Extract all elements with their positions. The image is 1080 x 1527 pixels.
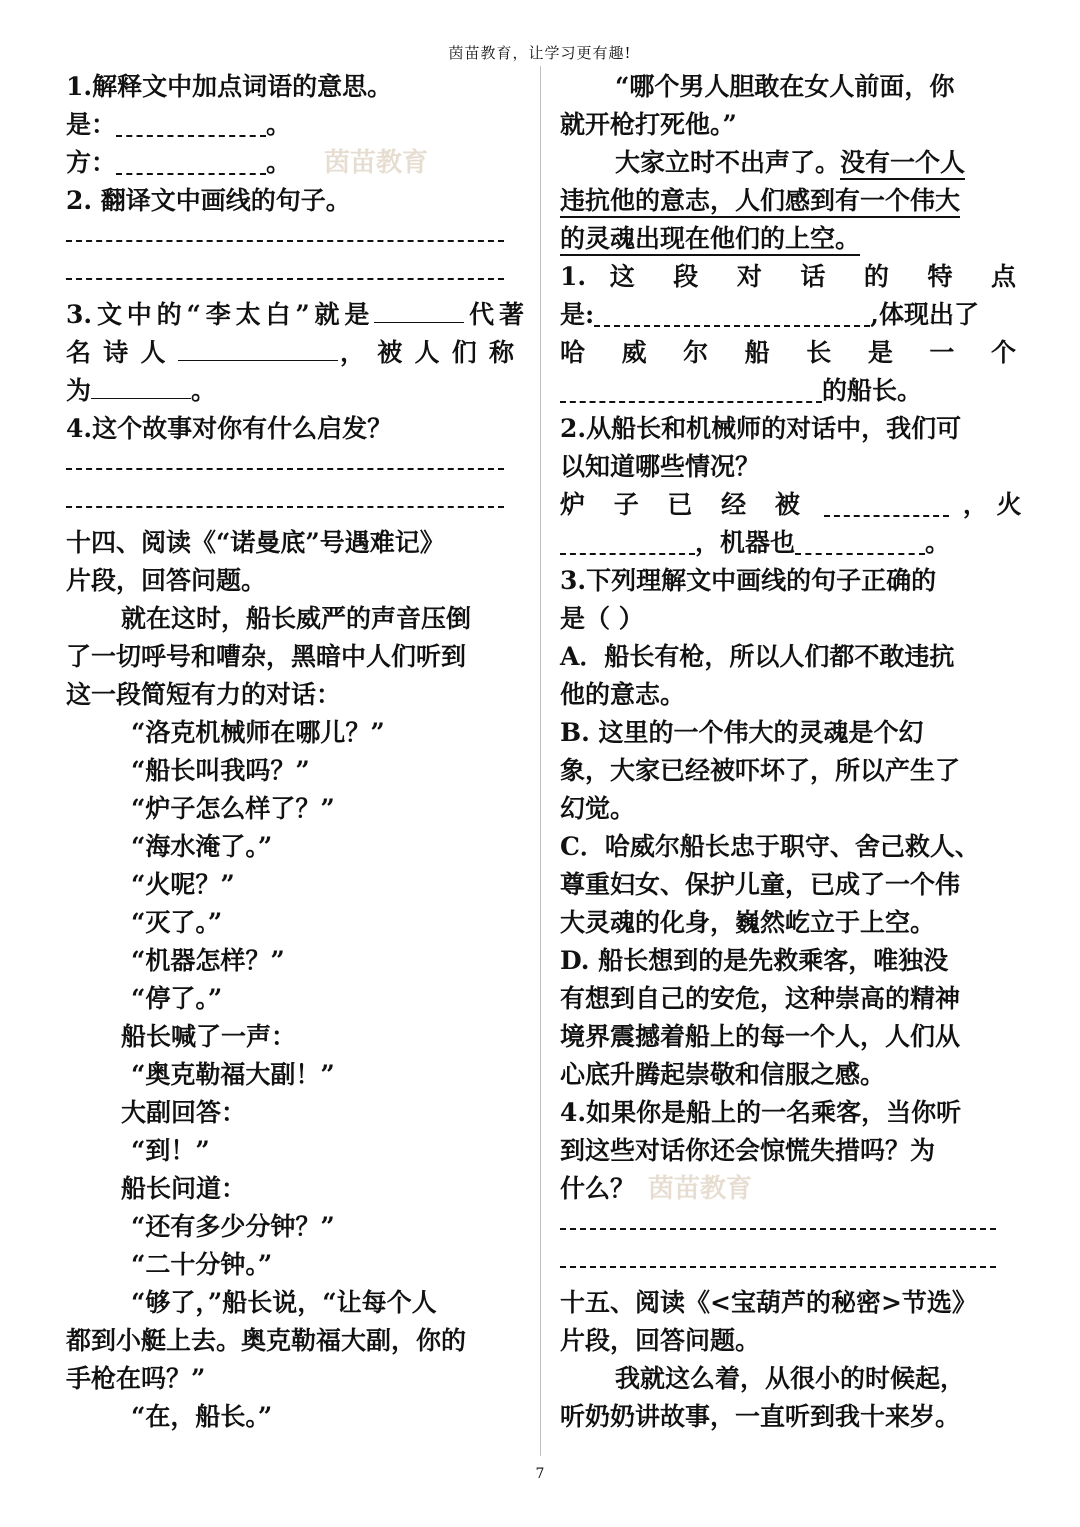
question-1-item-b: 方： 。 茵苗教育 [66,144,524,182]
question-3: 3.下列理解文中画线的句子正确的 [560,566,937,595]
passage-line: “哪个男人胆敢在女人前面，你 [615,72,955,101]
blank[interactable] [374,296,464,323]
dialogue-line: “还有多少分钟？” [131,1212,335,1241]
option-c-cont: 尊重妇女、保护儿童，已成了一个伟 [560,870,961,899]
watermark: 茵苗教育 [648,1174,753,1204]
answer-line[interactable] [66,258,524,296]
passage-line: 了一切呼号和嘈杂，黑暗中人们听到 [66,642,467,671]
question-1-line-4: 的船长。 [560,372,1016,410]
passage-line: 我就这么着，从很小的时候起， [615,1364,966,1393]
column-divider [540,66,541,1456]
answer-line[interactable] [66,486,524,524]
narration-line: 船长问道： [121,1174,247,1203]
dialogue-line: “到！” [131,1136,210,1165]
section-14-title: 十四、阅读《“诺曼底”号遇难记》 [66,528,445,557]
answer-line[interactable] [66,220,524,258]
dialogue-line: “在，船长。” [131,1402,273,1431]
dialogue-line: “火呢？” [131,870,235,899]
underlined-sentence: 的灵魂出现在他们的上空。 [560,220,1016,258]
passage-line: “够了，”船长说，“让每个人 [131,1288,437,1317]
question-3-line-2: 是（ ） [560,604,644,633]
question-3-line-1: 3.文中的“李太白”就是 代著 [66,296,524,334]
question-4-line-3: 什么？ 茵苗教育 [560,1170,1016,1208]
dialogue-line: “灭了。” [131,908,223,937]
question-1: 1. 这 段 对 话 的 特 点 [560,262,1016,291]
watermark: 茵苗教育 [324,148,429,178]
blank[interactable] [178,334,338,361]
question-1-item-a: 是： 。 [66,110,292,139]
dialogue-line: “机器怎样？” [131,946,285,975]
passage-line: 就开枪打死他。” [560,110,737,139]
left-column [66,68,524,1436]
option-b: B. 这里的一个伟大的灵魂是个幻 [560,718,924,747]
section-15-subtitle: 片段，回答问题。 [560,1326,761,1355]
passage-line: 就在这时，船长威严的声音压倒 [121,604,472,633]
question-2: 2. 翻译文中画线的句子。 [66,186,351,215]
passage-line: 都到小艇上去。奥克勒福大副，你的 [66,1326,467,1355]
dialogue-line: “炉子怎么样了？” [131,794,335,823]
passage-line: 这一段简短有力的对话： [66,680,342,709]
option-c-cont: 大灵魂的化身，巍然屹立于上空。 [560,908,936,937]
passage-line: 手枪在吗？” [66,1364,206,1393]
question-4: 4.如果你是船上的一名乘客，当你听 [560,1098,962,1127]
option-d-cont: 有想到自己的安危，这种崇高的精神 [560,984,961,1013]
answer-line[interactable] [560,1246,1016,1284]
option-c: C．哈威尔船长忠于职守、舍己救人、 [560,832,980,861]
passage-line: 大家立时不出声了。没有一个人 [560,144,1016,182]
answer-line[interactable] [560,1208,1016,1246]
question-1-line-2: 是: ,体现出了 [560,300,979,329]
dialogue-line: “海水淹了。” [131,832,273,861]
page-header: 茵苗教育，让学习更有趣! [448,44,632,62]
section-15-title: 十五、阅读《<宝葫芦的秘密>节选》 [560,1288,977,1317]
narration-line: 大副回答： [121,1098,247,1127]
blank[interactable] [91,372,191,399]
question-3-line-2: 名诗人 ，被人们称 [66,334,524,372]
passage-line: 听奶奶讲故事，一直听到我十来岁。 [560,1402,961,1431]
dialogue-line: “洛克机械师在哪儿？” [131,718,385,747]
underlined-sentence: 违抗他的意志，人们感到有一个伟大 [560,182,1016,220]
option-b-cont: 象，大家已经被吓坏了，所以产生了 [560,756,961,785]
right-column [560,68,1022,1436]
option-b-cont: 幻觉。 [560,794,636,823]
question-1: 1.解释文中加点词语的意思。 [66,72,393,101]
question-2: 2.从船长和机械师的对话中，我们可 [560,414,962,443]
option-d-cont: 境界震撼着船上的每一个人，人们从 [560,1022,961,1051]
section-14-subtitle: 片段，回答问题。 [66,566,267,595]
option-d-cont: 心底升腾起崇敬和信服之感。 [560,1060,886,1089]
page-number: 7 [535,1466,545,1482]
dialogue-line: “奥克勒福大副！” [131,1060,335,1089]
dialogue-line: “停了。” [131,984,223,1013]
question-2-line-2: 以知道哪些情况？ [560,452,761,481]
question-2-line-4: ，机器也 。 [560,524,1016,562]
option-a: A．船长有枪，所以人们都不敢违抗 [560,642,955,671]
question-4-line-2: 到这些对话你还会惊慌失措吗？为 [560,1136,936,1165]
narration-line: 船长喊了一声： [121,1022,297,1051]
question-3-line-3: 为 。 [66,372,524,410]
question-1-line-3: 哈 威 尔 船 长 是 一 个 [560,338,1016,367]
dialogue-line: “船长叫我吗？” [131,756,310,785]
option-a-cont: 他的意志。 [560,680,686,709]
answer-line[interactable] [66,448,524,486]
option-d: D. 船长想到的是先救乘客，唯独没 [560,946,949,975]
dialogue-line: “二十分钟。” [131,1250,273,1279]
question-4: 4.这个故事对你有什么启发？ [66,414,393,443]
question-2-line-3: 炉 子 已 经 被 ， 火 [560,490,1022,519]
